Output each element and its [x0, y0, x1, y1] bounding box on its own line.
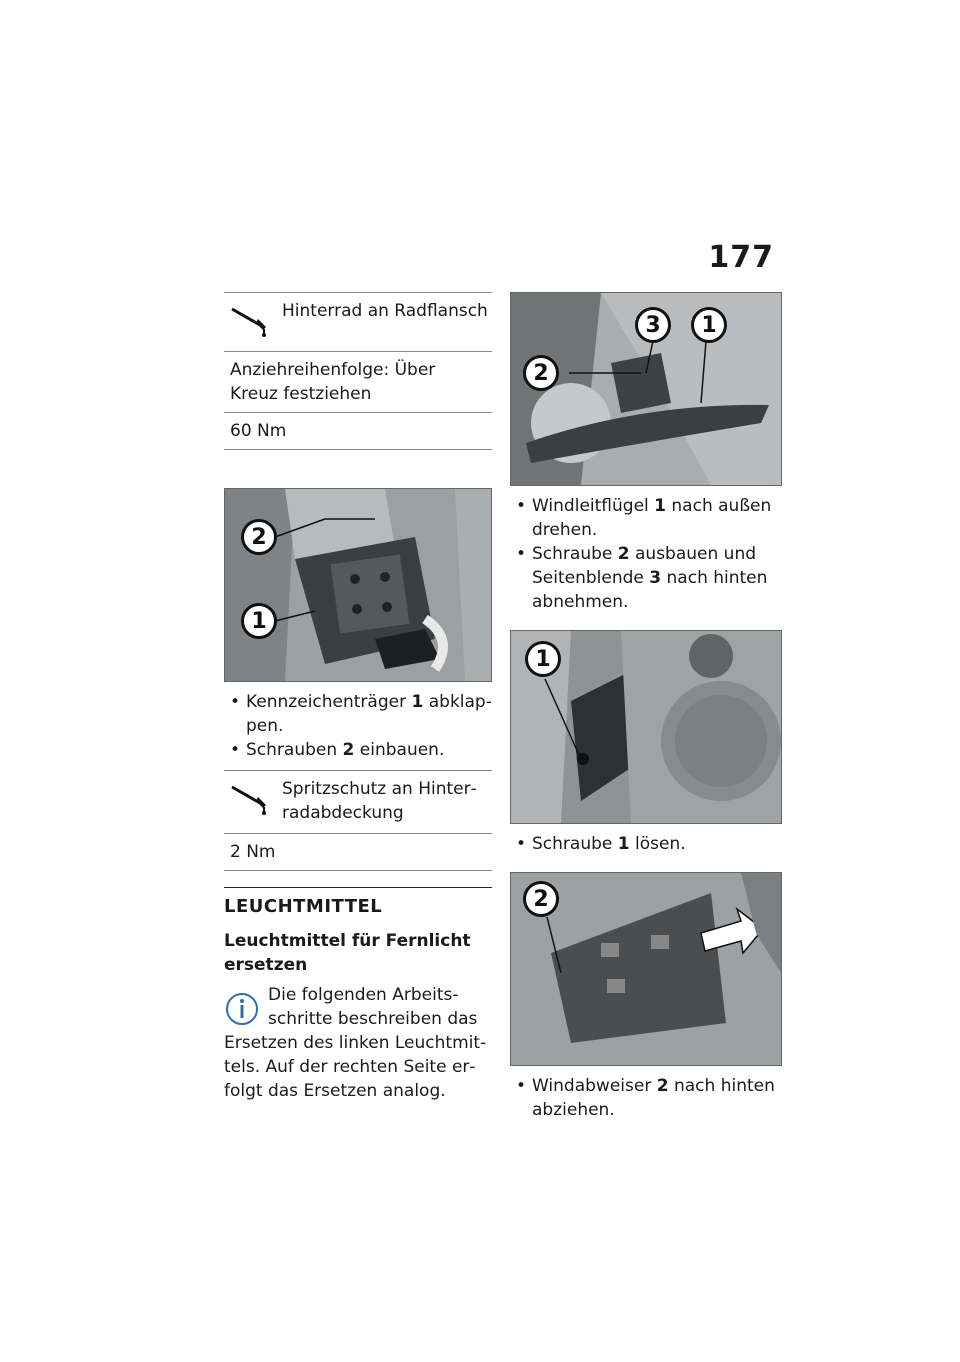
step-text: ausbauen und Seitenblende	[532, 544, 757, 588]
steps-list	[224, 690, 492, 762]
spec-title: Hinterrad an Radflansch	[282, 301, 488, 321]
steps-list	[510, 494, 782, 614]
section-title: LEUCHTMITTEL	[224, 896, 383, 917]
step-text: Schraube	[532, 834, 618, 854]
step-item	[510, 1074, 782, 1122]
torque-wrench-icon	[230, 783, 270, 815]
step-text: nach hinten abnehmen.	[532, 568, 768, 612]
torque-wrench-icon	[230, 305, 270, 337]
spec-row: 60 Nm	[230, 421, 287, 441]
spec-header	[224, 293, 492, 352]
step-item	[510, 542, 782, 614]
right-column	[510, 292, 782, 1122]
callout-3: 3	[635, 307, 671, 343]
callout-2: 2	[523, 881, 559, 917]
step-text: abklappen.	[246, 692, 492, 736]
callout-1: 1	[691, 307, 727, 343]
part-number: 2	[342, 740, 355, 760]
step-text: Windabweiser	[532, 1076, 657, 1096]
part-number: 2	[656, 1076, 669, 1096]
info-icon	[224, 991, 260, 1027]
license-plate-illustration	[225, 489, 491, 681]
figure-side-screw	[510, 630, 782, 824]
step-item	[510, 832, 782, 856]
page-number: 177	[708, 240, 774, 275]
step-text: nach außen drehen.	[532, 496, 772, 540]
step-item	[224, 690, 492, 738]
steps-list	[510, 832, 782, 856]
step-text: Windleitflügel	[532, 496, 655, 516]
part-number: 3	[649, 568, 662, 588]
step-text: einbauen.	[354, 740, 445, 760]
steps-list	[510, 1074, 782, 1122]
figure-wind-deflector	[510, 872, 782, 1066]
spec-row: Anziehreihenfolge: Über Kreuz festziehen	[224, 352, 492, 413]
step-text: Kennzeichenträger	[246, 692, 412, 712]
step-text: nach hinten abziehen.	[532, 1076, 775, 1120]
figure-wind-deflector-wing	[510, 292, 782, 486]
part-number: 1	[411, 692, 424, 712]
part-number: 1	[617, 834, 630, 854]
figure-license-plate-holder	[224, 488, 492, 682]
info-note	[224, 983, 492, 1103]
left-column	[224, 292, 492, 1103]
part-number: 2	[617, 544, 630, 564]
step-item	[224, 738, 492, 762]
info-text: Die folgenden Arbeitsschritte beschreiben das Ersetzen des linken Leuchtmittels. Auf der rechten Seite erfolgt das Ersetzen analog.	[224, 985, 487, 1101]
torque-spec-splash-guard	[224, 770, 492, 871]
spec-title: Spritzschutz an Hinterradabdeckung	[282, 779, 477, 823]
callout-2: 2	[523, 355, 559, 391]
spec-header	[224, 771, 492, 834]
spec-row: 2 Nm	[230, 842, 276, 862]
subsection-title: Leuchtmittel für Fernlicht ersetzen	[224, 931, 471, 975]
part-number: 1	[654, 496, 666, 516]
step-item	[510, 494, 782, 542]
callout-2: 2	[241, 519, 277, 555]
callout-1: 1	[241, 603, 277, 639]
callout-1: 1	[525, 641, 561, 677]
section-divider	[224, 887, 492, 888]
step-text: Schrauben	[246, 740, 343, 760]
step-text: Schraube	[532, 544, 618, 564]
step-text: lösen.	[629, 834, 686, 854]
torque-spec-rear-wheel	[224, 292, 492, 450]
